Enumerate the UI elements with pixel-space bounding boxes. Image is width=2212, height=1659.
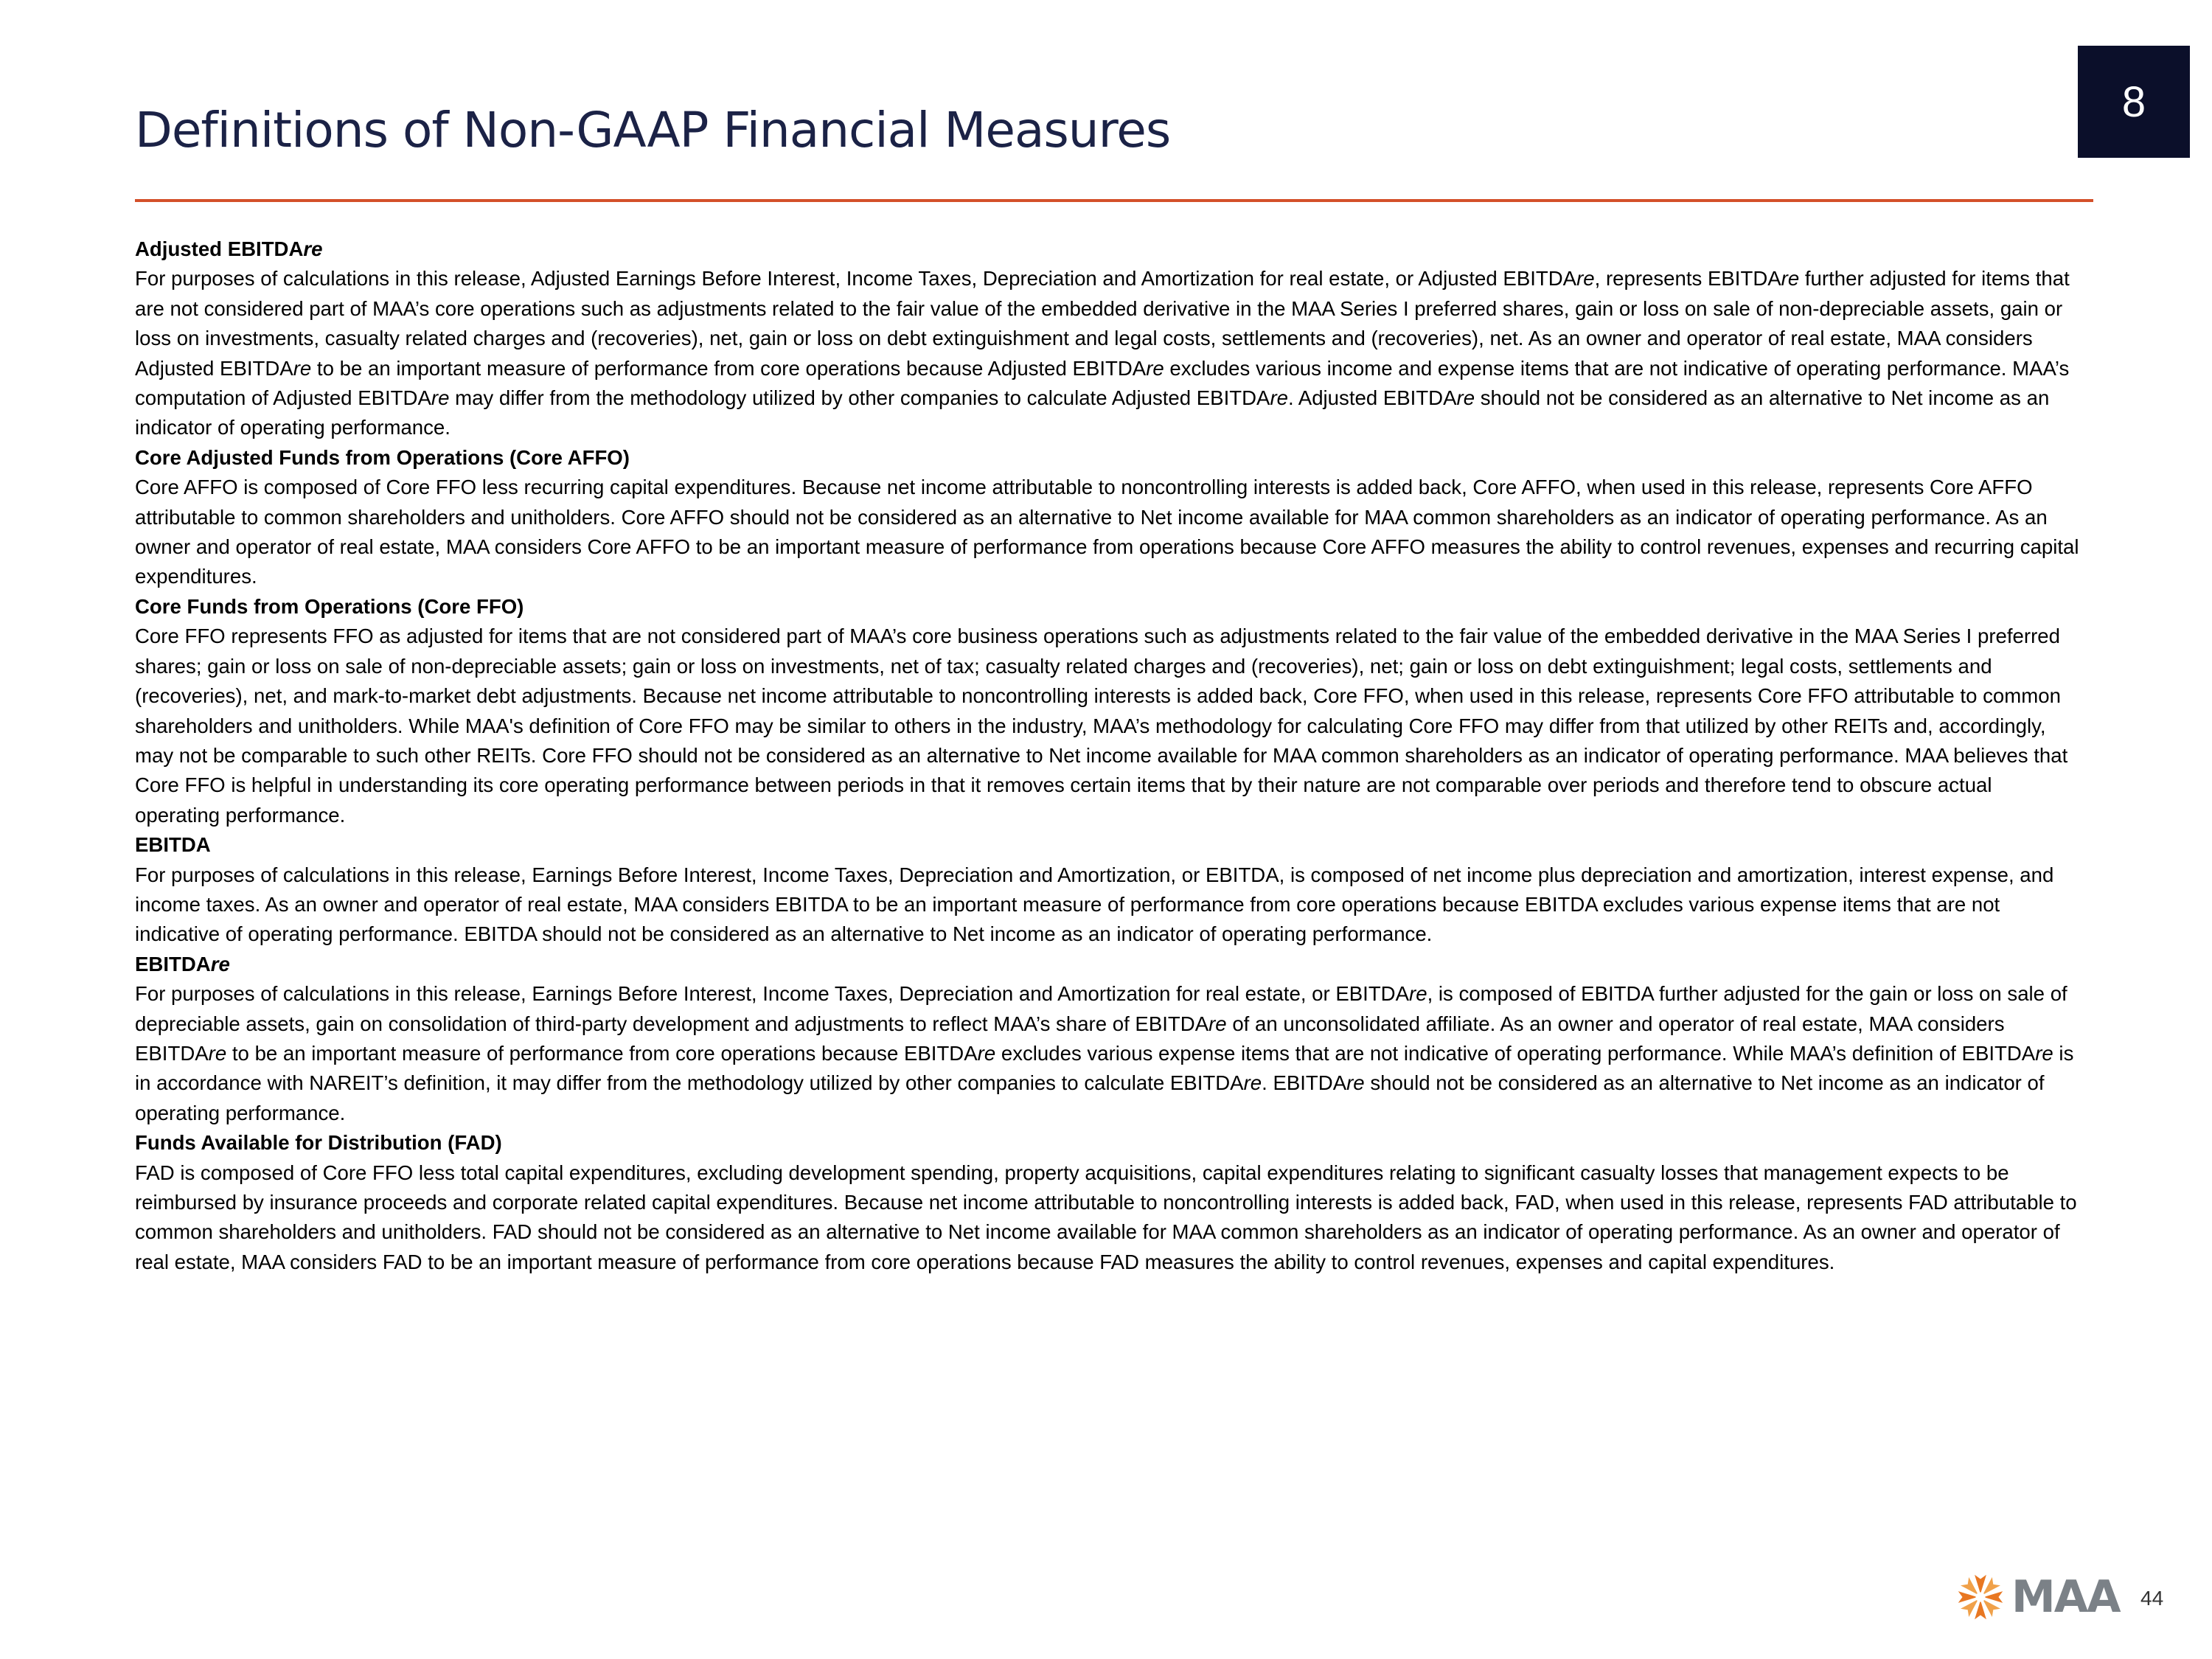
logo-wordmark: MAA xyxy=(2011,1571,2120,1623)
body-text-run: re xyxy=(977,1041,996,1065)
body-text-run: to be an important measure of performance from core operations because Adjusted EBITDA xyxy=(311,356,1147,380)
definition-body xyxy=(135,473,2081,592)
definition-body xyxy=(135,1158,2081,1278)
definition-term xyxy=(135,950,2081,979)
term-text-run: Core Adjusted Funds from Operations (Core AFFO) xyxy=(135,445,630,469)
term-text-run: Adjusted EBITDA xyxy=(135,237,304,260)
body-text-run: re xyxy=(1243,1071,1262,1095)
body-text-run: . EBITDA xyxy=(1262,1071,1347,1095)
body-text-run: Core AFFO is composed of Core FFO less recurring capital expenditures. Because net income attributable to noncontrolling interests is added back, Core AFFO, when used in this release, represents Core AFFO attributable to common shareholders and unitholders. Core AFFO should not be considered as an alternative to Net income available for MAA common shareholders as an indicator of operating performance. As an owner and operator of real estate, MAA considers Core AFFO to be an important measure of performance from operations because Core AFFO measures the ability to control revenues, expenses and recurring capital expenditures. xyxy=(135,476,2079,588)
body-text-run: further adjusted for items that are not considered part of MAA’s core operations such as adjustments related to the fair value of the embedded derivative in the MAA Series I preferred shares, gain or loss on sale of non-depreciable assets, gain or loss on investments, casualty related charges and (recoveries), net, gain or loss on debt extinguishment and legal costs, settlements and (recoveries), net. As an owner and operator of real estate, MAA considers Adjusted EBITDA xyxy=(135,267,2070,380)
term-text-run: Funds Available for Distribution (FAD) xyxy=(135,1131,502,1155)
body-text-run: re xyxy=(1146,356,1164,380)
body-text-run: re xyxy=(1346,1071,1365,1095)
body-text-run: re xyxy=(293,356,312,380)
section-number-badge: 8 xyxy=(2078,46,2190,158)
body-text-run: For purposes of calculations in this release, Adjusted Earnings Before Interest, Income Taxes, Depreciation and Amortization for real estate, or Adjusted EBITDA xyxy=(135,267,1577,291)
page-title: Definitions of Non-GAAP Financial Measures xyxy=(135,102,1171,159)
title-divider xyxy=(135,199,2093,202)
body-text-run: re xyxy=(1576,267,1595,291)
body-text-run: excludes various income and expense items that are not indicative of operating performance. MAA’s computation of Adjusted EBITDA xyxy=(135,356,2070,410)
body-text-run: is in accordance with NAREIT’s definition, it may differ from the methodology utilized by other companies to calculate EBITDA xyxy=(135,1041,2074,1095)
term-text-run: EBITDA xyxy=(135,952,211,975)
body-text-run: re xyxy=(1781,267,1800,291)
body-text-run: should not be considered as an alternative to Net income as an indicator of operating performance. xyxy=(135,1071,2045,1124)
definition-term xyxy=(135,1128,2081,1158)
maa-logo xyxy=(1954,1569,2120,1625)
definition-body xyxy=(135,860,2081,950)
body-text-run: re xyxy=(2035,1041,2053,1065)
term-text-run: EBITDA xyxy=(135,833,211,857)
body-text-run: to be an important measure of performance from core operations because EBITDA xyxy=(226,1041,978,1065)
body-text-run: of an unconsolidated affiliate. As an owner and operator of real estate, MAA considers EBITDA xyxy=(135,1012,2005,1065)
body-text-run: , is composed of EBITDA further adjusted for the gain or loss on sale of depreciable assets, gain on consolidation of third-party development and adjustments to reflect MAA’s share of EBITDA xyxy=(135,982,2067,1035)
maa-starburst-icon xyxy=(1954,1571,2007,1624)
term-text-run: re xyxy=(303,237,323,260)
definition-term xyxy=(135,443,2081,473)
term-text-run: re xyxy=(210,952,230,975)
body-text-run: may differ from the methodology utilized by other companies to calculate Adjusted EBITDA xyxy=(449,386,1270,410)
body-text-run: re xyxy=(431,386,450,410)
body-text-run: excludes various expense items that are not indicative of operating performance. While MAA’s definition of EBITDA xyxy=(995,1041,2036,1065)
definition-term xyxy=(135,234,2081,264)
term-text-run: Core Funds from Operations (Core FFO) xyxy=(135,594,524,618)
definitions-list xyxy=(135,234,2081,1277)
page-number: 44 xyxy=(2140,1587,2164,1610)
body-text-run: re xyxy=(1409,982,1427,1006)
body-text-run: re xyxy=(208,1041,227,1065)
definition-term xyxy=(135,592,2081,622)
definition-body xyxy=(135,979,2081,1128)
body-text-run: should not be considered as an alternative to Net income as an indicator of operating performance. xyxy=(135,386,2050,439)
body-text-run: re xyxy=(1456,386,1475,410)
definition-body xyxy=(135,264,2081,442)
definition-body xyxy=(135,622,2081,830)
body-text-run: re xyxy=(1208,1012,1227,1035)
body-text-run: . Adjusted EBITDA xyxy=(1287,386,1457,410)
definition-term xyxy=(135,830,2081,860)
body-text-run: Core FFO represents FFO as adjusted for items that are not considered part of MAA’s core business operations such as adjustments related to the fair value of the embedded derivative in the MAA Series I preferred shares; gain or loss on sale of non-depreciable assets; gain or loss on investments, net of tax; casualty related charges and (recoveries), net; gain or loss on debt extinguishment; legal costs, settlements and (recoveries), net, and mark-to-market debt adjustments. Because net income attributable to noncontrolling interests is added back, Core FFO, when used in this release, represents Core FFO attributable to common shareholders and unitholders. While MAA's definition of Core FFO may be similar to others in the industry, MAA’s methodology for calculating Core FFO may differ from that utilized by other REITs and, accordingly, may not be comparable to such other REITs. Core FFO should not be considered as an alternative to Net income available for MAA common shareholders as an indicator of operating performance. MAA believes that Core FFO is helpful in understanding its core operating performance between periods in that it removes certain items that by their nature are not comparable over periods and therefore tend to obscure actual operating performance. xyxy=(135,625,2068,827)
body-text-run: For purposes of calculations in this release, Earnings Before Interest, Income Taxes, Depreciation and Amortization for real estate, or EBITDA xyxy=(135,982,1410,1006)
body-text-run: re xyxy=(1270,386,1288,410)
body-text-run: FAD is composed of Core FFO less total capital expenditures, excluding development spending, property acquisitions, capital expenditures relating to significant casualty losses that management expects to be reimbursed by insurance proceeds and corporate related capital expenditures. Because net income attributable to noncontrolling interests is added back, FAD, when used in this release, represents FAD attributable to common shareholders and unitholders. FAD should not be considered as an alternative to Net income available for MAA common shareholders as an indicator of operating performance. As an owner and operator of real estate, MAA considers FAD to be an important measure of performance from core operations because FAD measures the ability to control revenues, expenses and capital expenditures. xyxy=(135,1161,2077,1273)
body-text-run: , represents EBITDA xyxy=(1594,267,1781,291)
body-text-run: For purposes of calculations in this release, Earnings Before Interest, Income Taxes, Depreciation and Amortization, or EBITDA, is composed of net income plus depreciation and amortization, interest expense, and income taxes. As an owner and operator of real estate, MAA considers EBITDA to be an important measure of performance from core operations because EBITDA excludes various expense items that are not indicative of operating performance. EBITDA should not be considered as an alternative to Net income as an indicator of operating performance. xyxy=(135,863,2054,946)
